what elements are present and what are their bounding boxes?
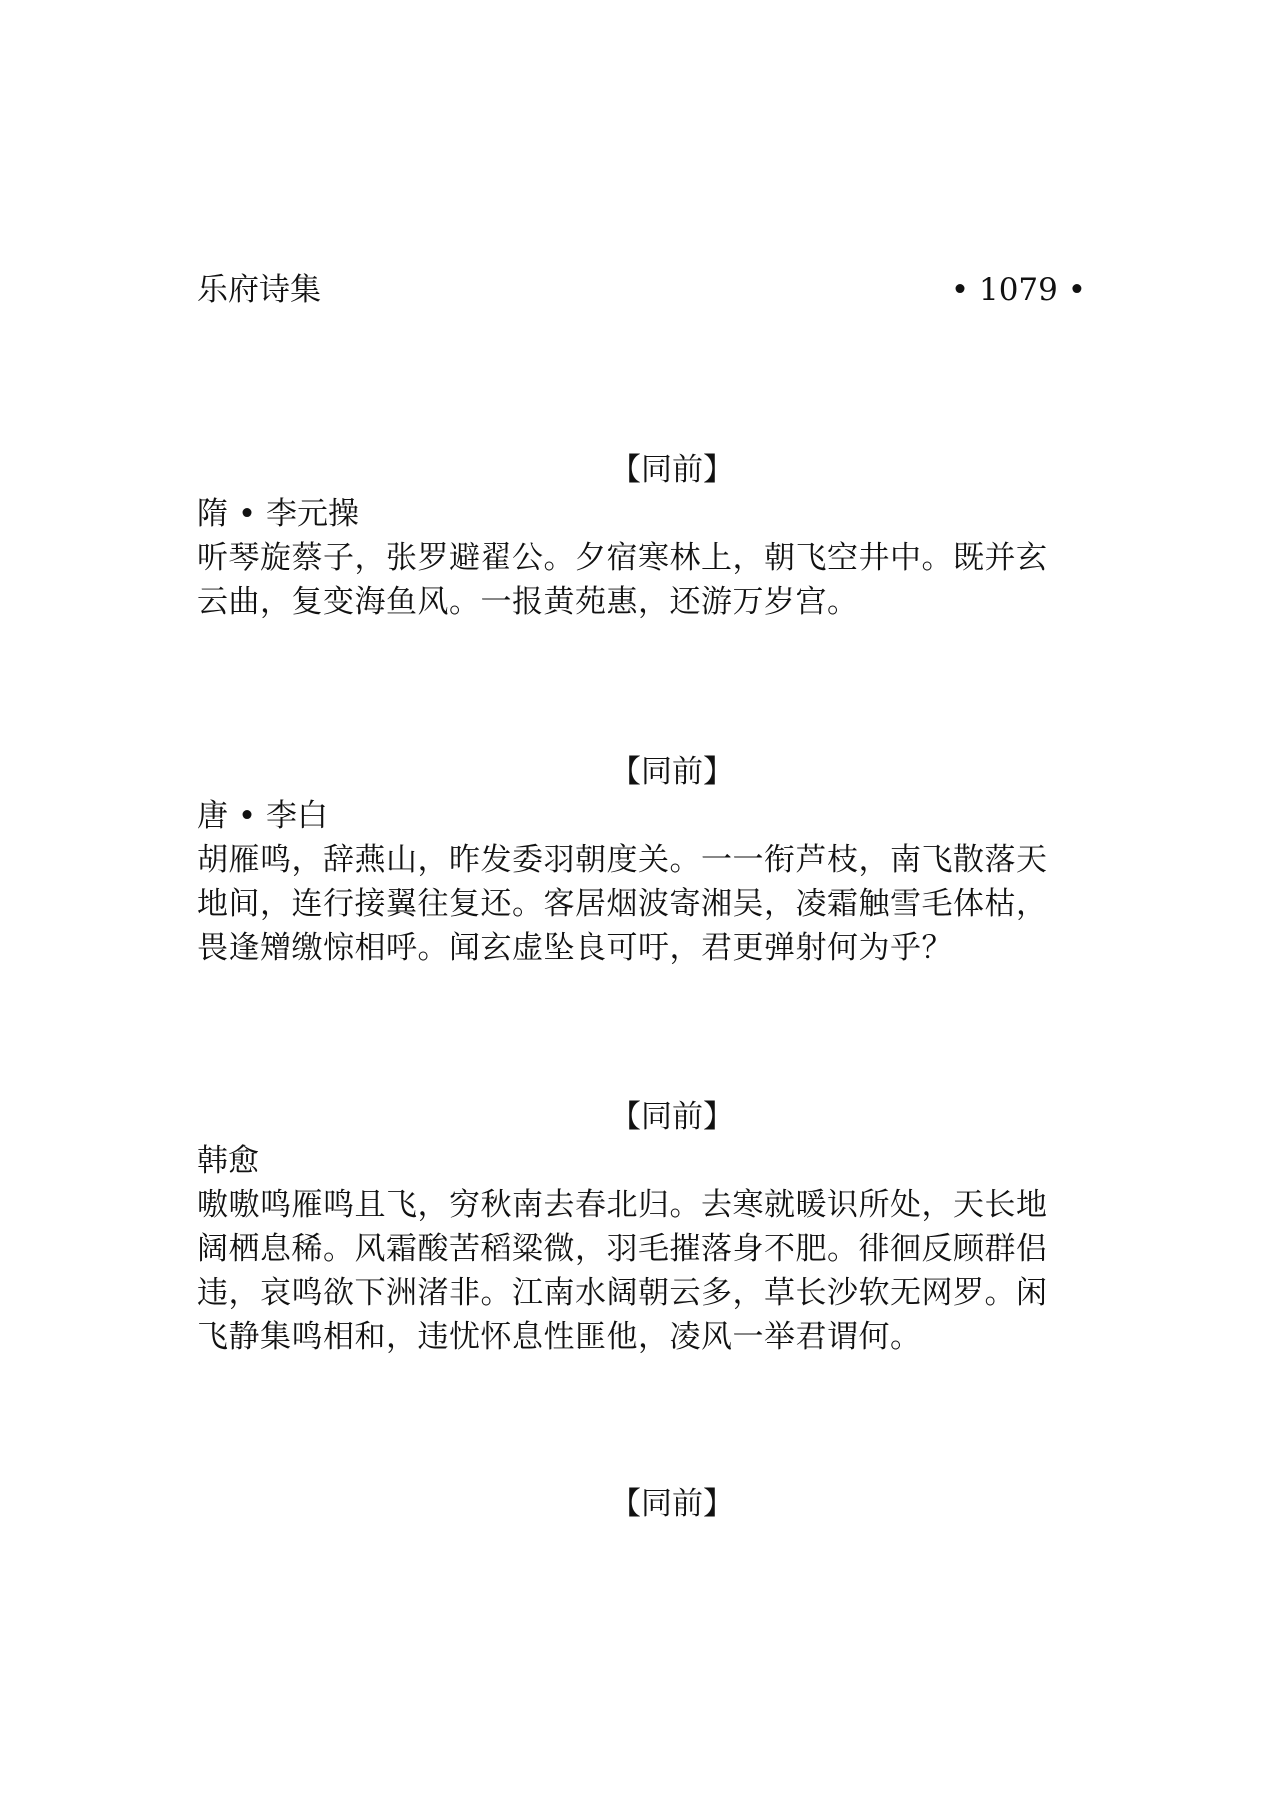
poem-author: 隋 • 李元操	[197, 496, 359, 532]
poem-author: 唐 • 李白	[197, 798, 328, 834]
poem-text	[197, 536, 1087, 624]
section-title: 【同前】	[610, 1486, 734, 1522]
page-number: • 1079 •	[950, 272, 1086, 308]
poem-line: 嗷嗷鸣雁鸣且飞，穷秋南去春北归。去寒就暖识所处，天长地	[197, 1187, 1048, 1223]
poem-line: 云曲，复变海鱼风。一报黄苑惠，还游万岁宫。	[197, 584, 859, 620]
poem-author: 韩愈	[197, 1143, 259, 1179]
poem-line: 听琴旋蔡子，张罗避翟公。夕宿寒林上，朝飞空井中。既并玄	[197, 540, 1048, 576]
poem-section	[197, 750, 1087, 970]
poem-line: 地间，连行接翼往复还。客居烟波寄湘吴，凌霜触雪毛体枯，	[197, 886, 1048, 922]
poem-text	[197, 838, 1087, 970]
poem-section	[197, 448, 1087, 624]
running-header	[197, 268, 1086, 312]
section-title: 【同前】	[610, 452, 734, 488]
poem-line: 违，哀鸣欲下洲渚非。江南水阔朝云多，草长沙软无网罗。闲	[197, 1275, 1048, 1311]
section-title: 【同前】	[610, 754, 734, 790]
section-title: 【同前】	[610, 1099, 734, 1135]
book-title: 乐府诗集	[197, 272, 321, 308]
poem-line: 胡雁鸣，辞燕山，昨发委羽朝度关。一一衔芦枝，南飞散落天	[197, 842, 1048, 878]
poem-line: 飞静集鸣相和，违忧怀息性匪他，凌风一举君谓何。	[197, 1319, 922, 1355]
poem-section	[197, 1482, 1087, 1526]
poem-section	[197, 1095, 1087, 1359]
poem-line: 畏逢矰缴惊相呼。闻玄虚坠良可吁，君更弹射何为乎？	[197, 930, 953, 966]
poem-line: 阔栖息稀。风霜酸苦稻粱微，羽毛摧落身不肥。徘徊反顾群侣	[197, 1231, 1048, 1267]
poem-text	[197, 1183, 1087, 1359]
